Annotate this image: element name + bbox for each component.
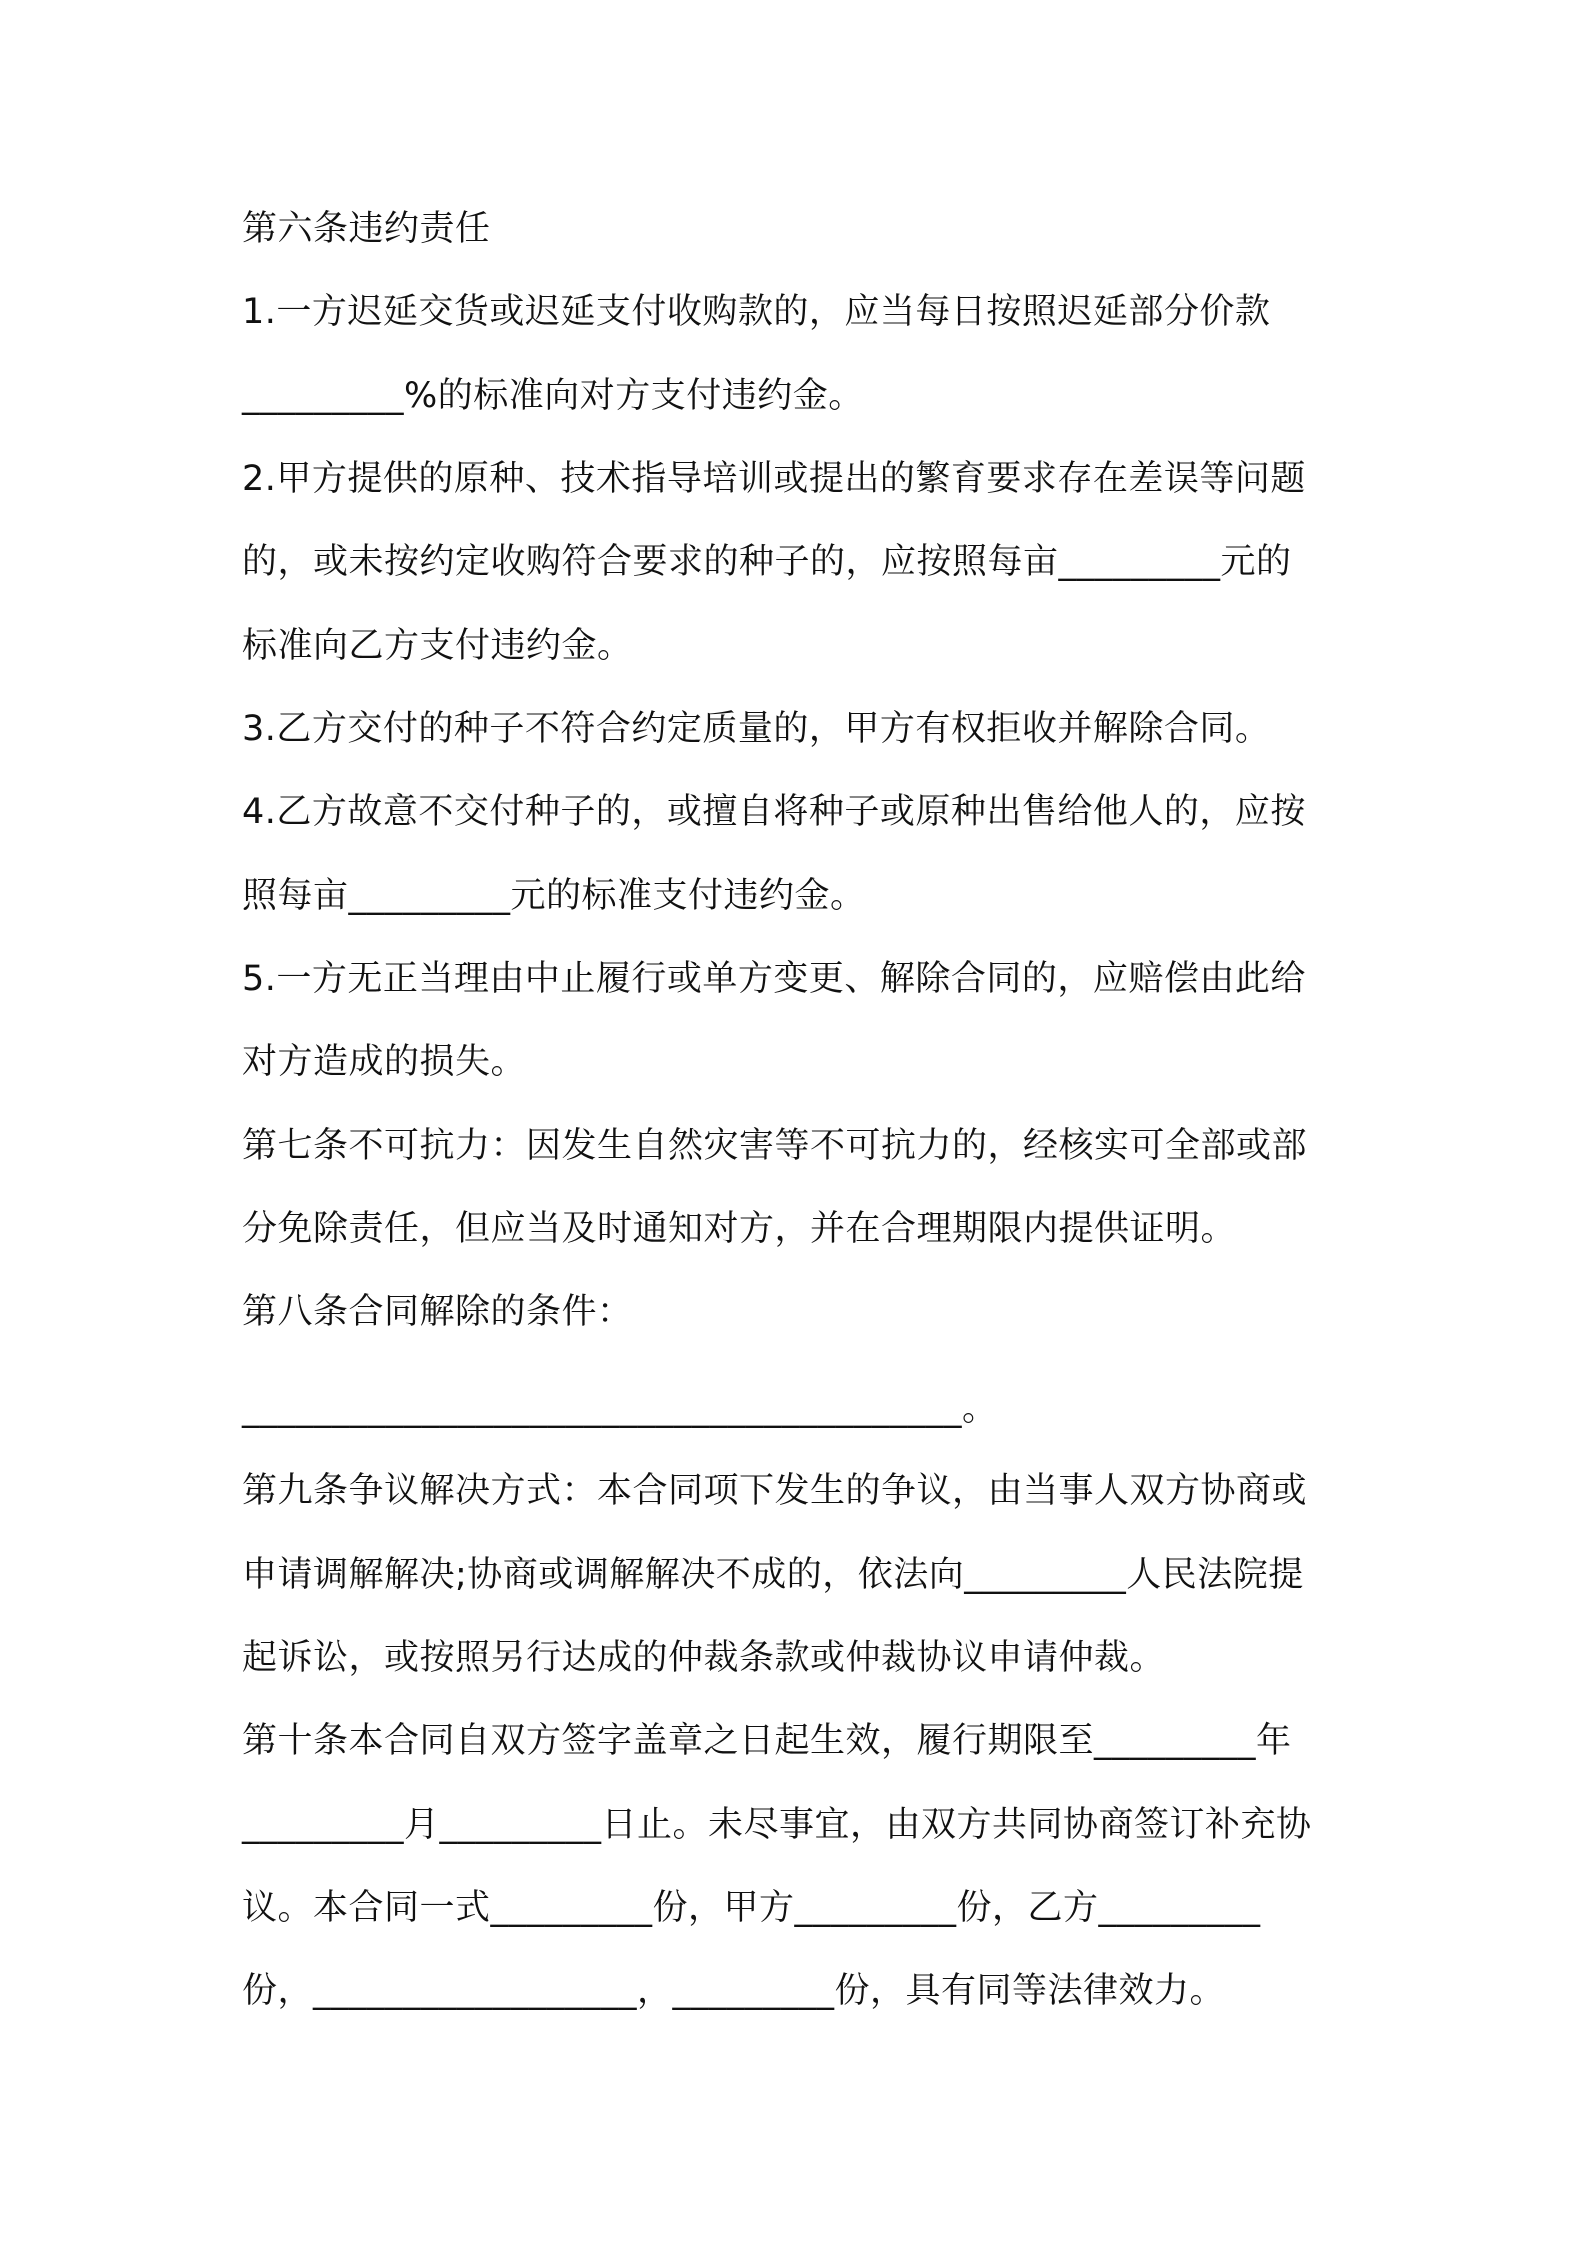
article-10-line-3: 议。本合同一式_________份，甲方_________份，乙方_________ (242, 1888, 1261, 1928)
clause-6-4-line-1: 4.乙方故意不交付种子的，或擅自将种子或原种出售给他人的，应按 (242, 792, 1306, 832)
clause-6-5-line-2: 对方造成的损失。 (242, 1042, 527, 1082)
clause-6-1-line-1: 1.一方迟延交货或迟延支付收购款的，应当每日按照迟延部分价款 (242, 292, 1271, 332)
article-10-line-1: 第十条本合同自双方签字盖章之日起生效，履行期限至_________年 (242, 1721, 1292, 1761)
article-10-line-4: 份，__________________，_________份，具有同等法律效力。 (242, 1971, 1226, 2011)
clause-6-2-line-2: 的，或未按约定收购符合要求的种子的，应按照每亩_________元的 (242, 542, 1292, 582)
article-9-line-2: 申请调解解决;协商或调解解决不成的，依法向_________人民法院提 (242, 1555, 1304, 1595)
article-7-line-2: 分免除责任，但应当及时通知对方，并在合理期限内提供证明。 (242, 1209, 1237, 1249)
article-7-line-1: 第七条不可抗力：因发生自然灾害等不可抗力的，经核实可全部或部 (242, 1126, 1308, 1166)
article-10-line-2: _________月_________日止。未尽事宜，由双方共同协商签订补充协 (242, 1805, 1312, 1845)
clause-6-4-line-2: 照每亩_________元的标准支付违约金。 (242, 876, 866, 916)
clause-6-5-line-1: 5.一方无正当理由中止履行或单方变更、解除合同的，应赔偿由此给 (242, 959, 1306, 999)
article-8-line-1: 第八条合同解除的条件： (242, 1292, 633, 1332)
clause-6-2-line-3: 标准向乙方支付违约金。 (242, 626, 633, 666)
clause-6-1-line-2: _________%的标准向对方支付违约金。 (242, 376, 864, 416)
article-8-blank-line: ________________________________________。 (242, 1389, 998, 1429)
article-9-line-3: 起诉讼，或按照另行达成的仲裁条款或仲裁协议申请仲裁。 (242, 1638, 1166, 1678)
clause-6-2-line-1: 2.甲方提供的原种、技术指导培训或提出的繁育要求存在差误等问题 (242, 459, 1306, 499)
heading-article-6: 第六条违约责任 (242, 209, 491, 249)
article-9-line-1: 第九条争议解决方式：本合同项下发生的争议，由当事人双方协商或 (242, 1471, 1308, 1511)
clause-6-3-line-1: 3.乙方交付的种子不符合约定质量的，甲方有权拒收并解除合同。 (242, 709, 1271, 749)
